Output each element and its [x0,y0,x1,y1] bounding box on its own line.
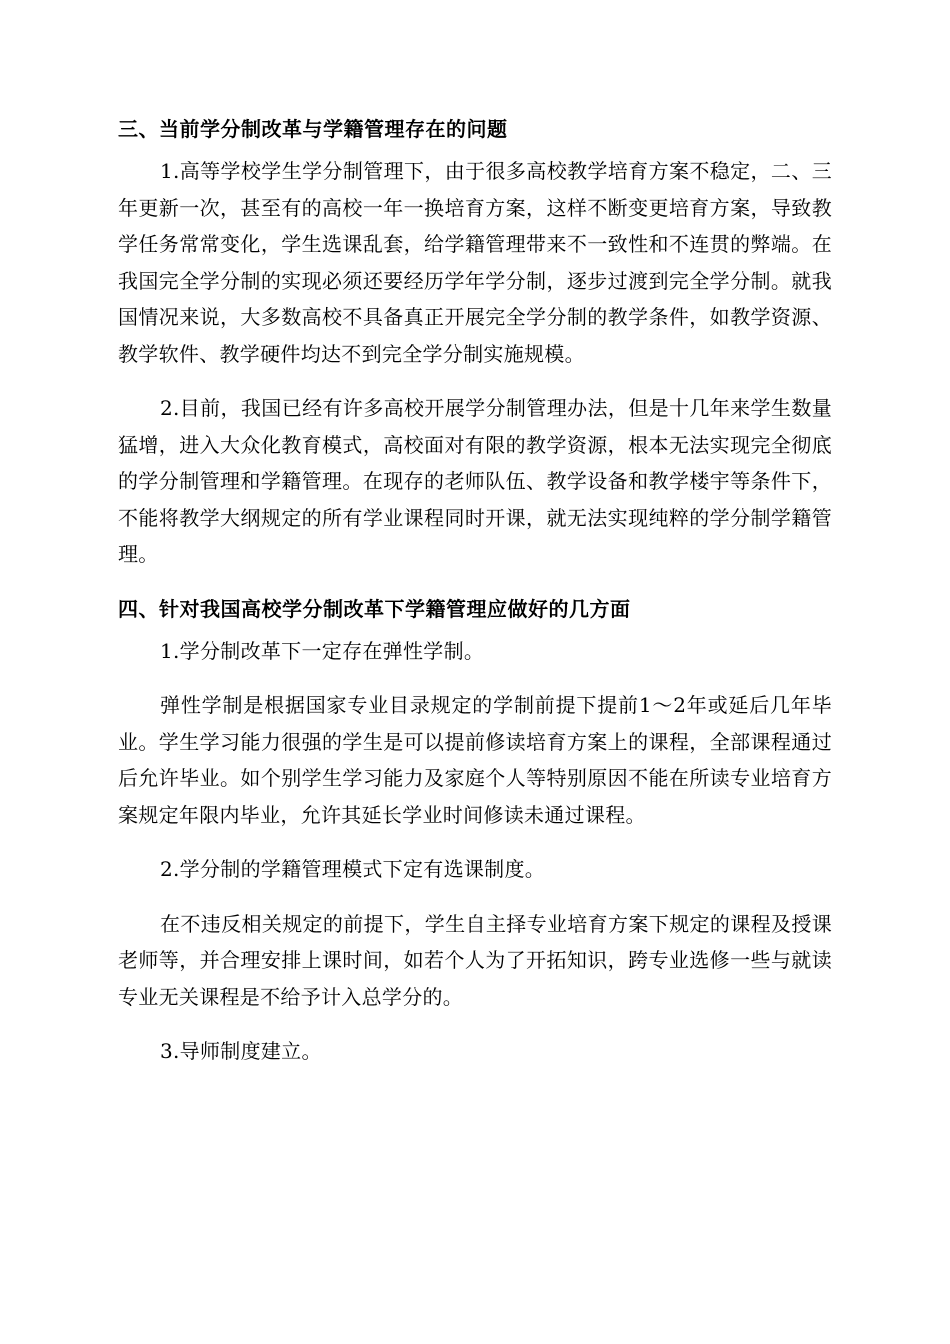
paragraph-4-2-body: 在不违反相关规定的前提下，学生自主择专业培育方案下规定的课程及授课老师等，并合理安排上课时间，如若个人为了开拓知识，跨专业选修一些与就读专业无关课程是不给予计入总学分的。 [118,911,832,1009]
paragraph-3-2: 2.目前，我国已经有许多高校开展学分制管理办法，但是十几年来学生数量猛增，进入大众化教育模式，高校面对有限的教学资源，根本无法实现完全彻底的学分制管理和学籍管理。在现存的老师队伍、教学设备和教学楼宇等条件下，不能将教学大纲规定的所有学业课程同时开课，就无法实现纯粹的学分制学籍管理。 [118,396,832,566]
paragraph-3-1: 1.高等学校学生学分制管理下，由于很多高校教学培育方案不稳定，二、三年更新一次，甚至有的高校一年一换培育方案，这样不断变更培育方案，导致教学任务常常变化，学生选课乱套，给学籍管理带来不一致性和不连贯的弊端。在我国完全学分制的实现必须还要经历学年学分制，逐步过渡到完全学分制。就我国情况来说，大多数高校不具备真正开展完全学分制的教学条件，如教学资源、教学软件、教学硬件均达不到完全学分制实施规模。 [118,159,832,366]
paragraph-4-1-body: 弹性学制是根据国家专业目录规定的学制前提下提前1～2年或延后几年毕业。学生学习能力很强的学生是可以提前修读培育方案上的课程，全部课程通过后允许毕业。如个别学生学习能力及家庭个人等特别原因不能在所读专业培育方案规定年限内毕业，允许其延长学业时间修读未通过课程。 [118,693,832,827]
document-body [118,111,832,1088]
paragraph-4-3-title: 3.导师制度建立。 [160,1039,322,1063]
section-heading-4: 四、针对我国高校学分制改革下学籍管理应做好的几方面 [118,596,631,621]
section-heading-3: 三、当前学分制改革与学籍管理存在的问题 [118,117,508,141]
paragraph-4-1-title: 1.学分制改革下一定存在弹性学制。 [160,638,485,663]
paragraph-4-2-title: 2.学分制的学籍管理模式下定有选课制度。 [160,857,546,881]
